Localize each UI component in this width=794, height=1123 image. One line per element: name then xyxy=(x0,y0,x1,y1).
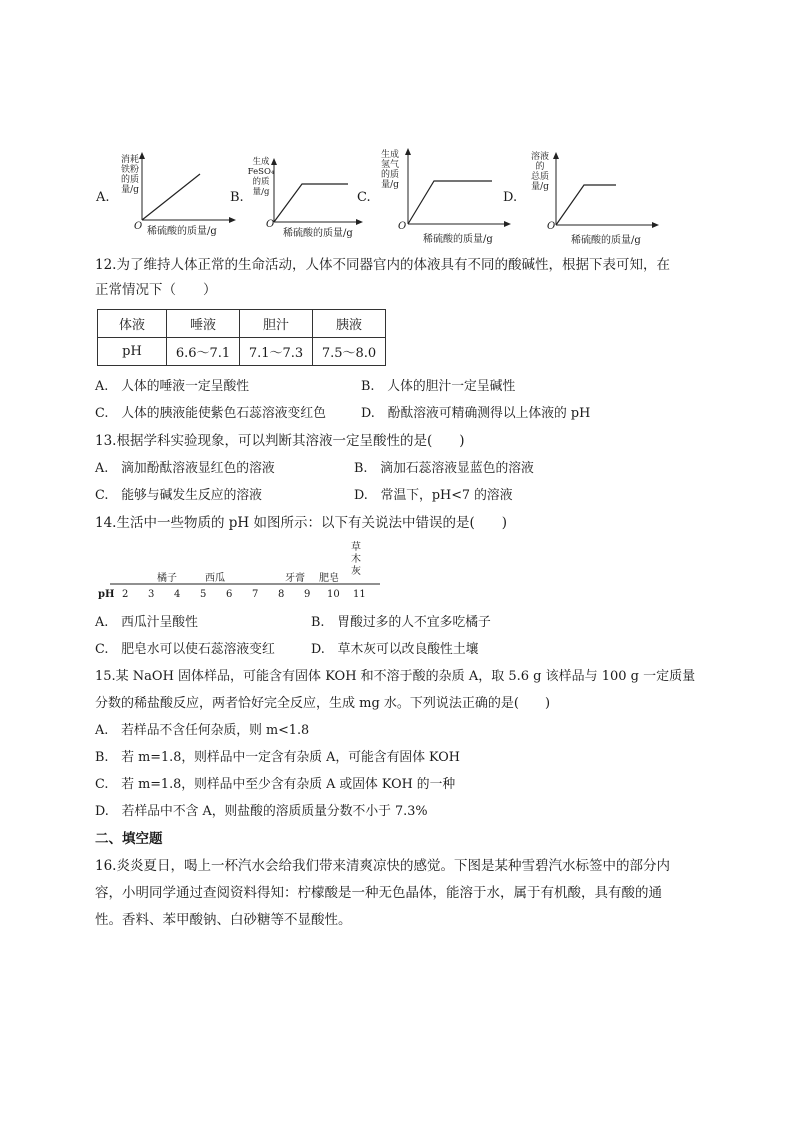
table-row xyxy=(98,310,386,338)
graph-b-xlabel: 稀硫酸的质量/g xyxy=(283,228,353,239)
ylabel-line: 生成 xyxy=(380,150,399,160)
ylabel-line: 量/g xyxy=(121,185,139,195)
data-line xyxy=(142,174,200,220)
ylabel-line: 量/g xyxy=(531,182,549,192)
graph-d-origin: O xyxy=(547,221,556,232)
q15-stem-line1: 15.某 NaOH 固体样品，可能含有固体 KOH 和不溶于酸的杂质 A，取 5.6 g 该样品与 100 g 一定质量 xyxy=(95,669,696,684)
q12-option-b: B. 人体的胆汁一定呈碱性 xyxy=(361,379,516,394)
q15-option-d: D. 若样品中不含 A，则盐酸的溶质质量分数不小于 7.3% xyxy=(95,804,428,819)
y-axis-arrow xyxy=(271,158,277,165)
x-axis-arrow xyxy=(229,217,236,223)
ylabel-line: 消耗 xyxy=(120,155,139,165)
y-axis-arrow xyxy=(405,148,411,155)
q12-stem-line2: 正常情况下（ ） xyxy=(95,282,217,298)
table-cell: 7.5～8.0 xyxy=(313,338,386,366)
graph-d-plot xyxy=(544,150,664,235)
table-header-cell: 胆汁 xyxy=(240,310,313,338)
data-line xyxy=(556,185,616,225)
ph-tick: 4 xyxy=(174,589,181,600)
graph-a-letter: A. xyxy=(96,190,110,205)
q12-option-c: C. 人体的胰液能使紫色石蕊溶液变红色 xyxy=(95,406,326,421)
q14-option-b: B. 胃酸过多的人不宜多吃橘子 xyxy=(311,615,491,630)
ylabel-line: 的 xyxy=(535,162,545,172)
table-cell: 7.1～7.3 xyxy=(240,338,313,366)
q13-option-d: D. 常温下，pH<7 的溶液 xyxy=(354,488,513,503)
table-cell: 6.6～7.1 xyxy=(167,338,240,366)
ylabel-line: 量/g xyxy=(252,187,270,197)
q15-option-b: B. 若 m=1.8，则样品中一定含有杂质 A，可能含有固体 KOH xyxy=(95,750,460,765)
q13-option-a: A. 滴加酚酞溶液显红色的溶液 xyxy=(95,461,275,476)
ph-tick: 2 xyxy=(122,589,129,600)
ylabel-line: 生成 xyxy=(252,157,270,167)
ylabel-line: 的质 xyxy=(120,175,139,185)
q13-stem: 13.根据学科实验现象，可以判断其溶液一定呈酸性的是( ) xyxy=(95,433,465,449)
q16-line1: 16.炎炎夏日，喝上一杯汽水会给我们带来清爽凉快的感觉。下图是某种雪碧汽水标签中的部分内 xyxy=(95,858,670,874)
q16-line2: 容，小明同学通过查阅资料得知：柠檬酸是一种无色晶体，能溶于水，属于有机酸，具有酸的通 xyxy=(95,885,662,901)
graph-c-letter: C. xyxy=(357,190,371,205)
q15-option-a: A. 若样品不含任何杂质，则 m<1.8 xyxy=(95,723,310,738)
q16-line3: 性。香料、苯甲酸钠、白砂糖等不显酸性。 xyxy=(95,912,352,928)
q13-option-b: B. 滴加石蕊溶液显蓝色的溶液 xyxy=(354,461,534,476)
ylabel-line: 氢气 xyxy=(380,160,399,170)
q14-stem: 14.生活中一些物质的 pH 如图所示：以下有关说法中错误的是( ) xyxy=(95,515,507,531)
table-cell: pH xyxy=(98,338,167,366)
q14-option-c: C. 肥皂水可以使石蕊溶液变红 xyxy=(95,642,275,657)
ylabel-line: 铁粉 xyxy=(120,165,139,175)
ph-item-label: 草木灰 xyxy=(351,542,361,577)
ph-item-label: 牙膏 xyxy=(285,573,305,584)
ph-scale-axis xyxy=(98,540,388,608)
ph-tick: 6 xyxy=(226,589,233,600)
table-header-cell: 胰液 xyxy=(313,310,386,338)
y-axis-arrow xyxy=(553,152,559,159)
data-line xyxy=(274,184,348,222)
ph-tick: 9 xyxy=(304,589,311,600)
q12-option-a: A. 人体的唾液一定呈酸性 xyxy=(95,379,250,394)
y-axis-arrow xyxy=(139,152,145,159)
ph-tick: 3 xyxy=(148,589,155,600)
q14-option-a: A. 西瓜汁呈酸性 xyxy=(95,615,198,630)
q12-stem-line1: 12.为了维持人体正常的生命活动，人体不同器官内的体液具有不同的酸碱性，根据下表可知，在 xyxy=(95,257,670,273)
graph-c-plot xyxy=(396,146,516,236)
q14-option-d: D. 草木灰可以改良酸性土壤 xyxy=(311,642,479,657)
ylabel-line: 量/g xyxy=(381,180,399,190)
ph-tick: 8 xyxy=(278,589,285,600)
ylabel-line: 溶液 xyxy=(530,152,549,162)
graph-a-origin: O xyxy=(134,221,143,232)
ylabel-line: 总质 xyxy=(530,172,549,182)
ph-item-label: 西瓜 xyxy=(205,573,225,584)
ylabel-line: FeSO₄ xyxy=(247,167,275,177)
table-row xyxy=(98,338,386,366)
ylabel-line: 的质 xyxy=(380,170,399,180)
ph-table xyxy=(97,309,386,366)
graph-d-letter: D. xyxy=(503,190,518,205)
x-axis-arrow xyxy=(356,219,363,225)
q15-option-c: C. 若 m=1.8，则样品中至少含有杂质 A 或固体 KOH 的一种 xyxy=(95,777,456,792)
section-title: 二、填空题 xyxy=(95,831,163,847)
ph-tick: 11 xyxy=(353,589,366,600)
q15-stem-line2: 分数的稀盐酸反应，两者恰好完全反应，生成 mg 水。下列说法正确的是( ) xyxy=(95,696,551,711)
data-line xyxy=(408,181,492,224)
ylabel-line: 的质 xyxy=(252,177,270,187)
ph-axis-label: pH xyxy=(98,589,115,600)
ph-item-label: 肥皂 xyxy=(319,573,339,584)
x-axis-arrow xyxy=(652,222,659,228)
q12-option-d: D. 酚酞溶液可精确测得以上体液的 pH xyxy=(361,406,591,421)
ph-tick: 5 xyxy=(200,589,207,600)
graph-c-xlabel: 稀硫酸的质量/g xyxy=(423,234,493,245)
table-header-cell: 体液 xyxy=(98,310,167,338)
ph-item-label: 橘子 xyxy=(157,573,177,584)
graph-c-origin: O xyxy=(398,221,407,232)
q13-option-c: C. 能够与碱发生反应的溶液 xyxy=(95,488,262,503)
graph-a-xlabel: 稀硫酸的质量/g xyxy=(147,226,217,237)
ph-tick: 7 xyxy=(252,589,259,600)
ph-tick: 10 xyxy=(327,589,340,600)
graph-b-letter: B. xyxy=(230,190,244,205)
x-axis-arrow xyxy=(504,221,511,227)
table-header-cell: 唾液 xyxy=(167,310,240,338)
graph-b-origin: O xyxy=(266,219,275,230)
graph-d-xlabel: 稀硫酸的质量/g xyxy=(571,235,641,246)
